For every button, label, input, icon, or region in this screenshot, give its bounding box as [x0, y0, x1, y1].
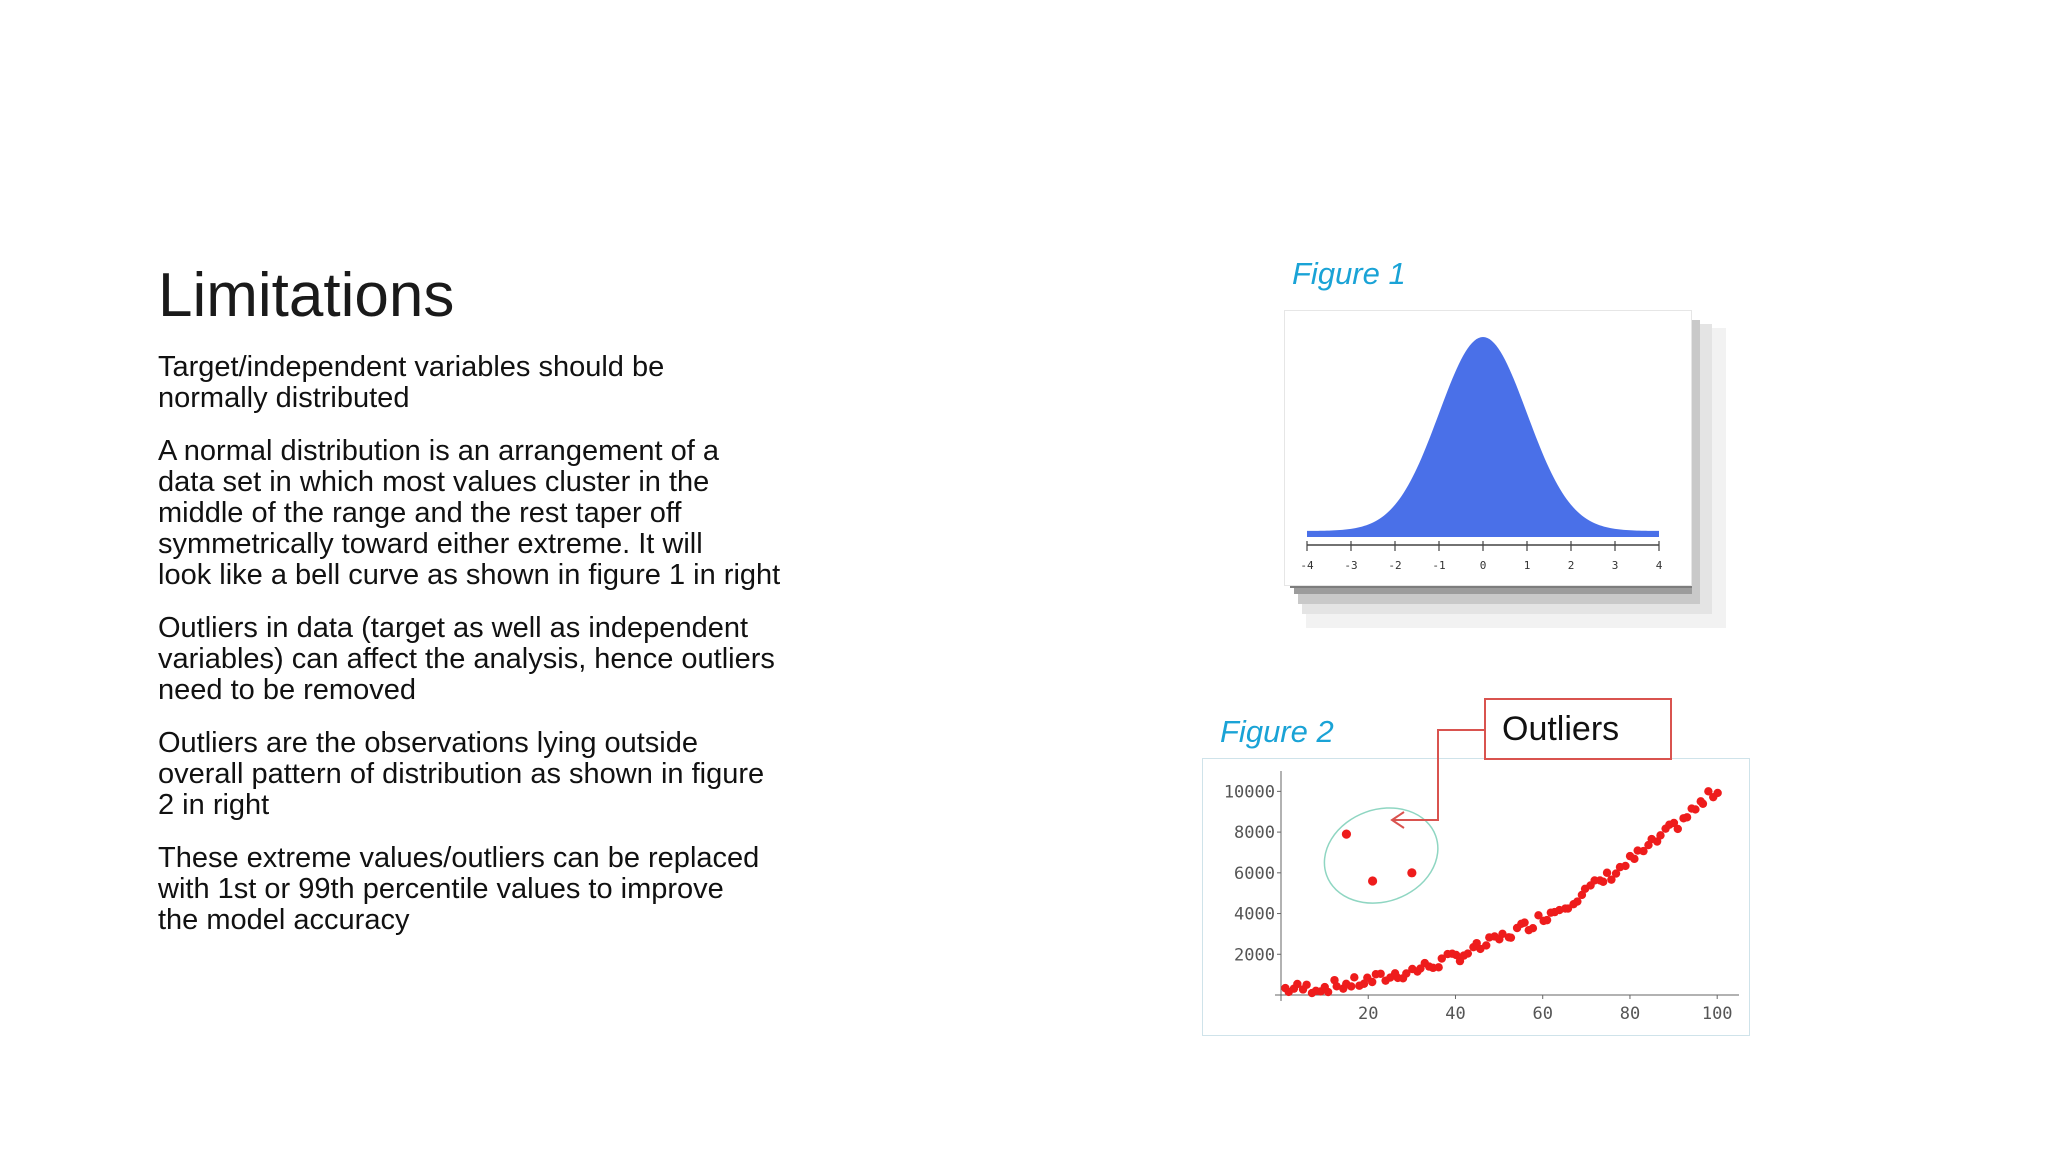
bullet-1: Target/independent variables should be normally distributed: [158, 351, 665, 414]
slide-title: Limitations: [158, 261, 455, 330]
x-tick-label: -2: [1388, 559, 1402, 572]
scatter-point: [1713, 789, 1721, 797]
x-tick-label: -3: [1344, 559, 1358, 572]
bell-curve-chart: [1285, 311, 1691, 585]
bullet-list: [158, 352, 808, 958]
scatter-point: [1464, 949, 1472, 957]
outlier-point: [1368, 876, 1377, 885]
scatter-point: [1674, 825, 1682, 833]
scatter-point: [1482, 941, 1490, 949]
x-tick-label: 4: [1655, 559, 1663, 572]
scatter-chart: [1203, 759, 1749, 1035]
figure1-panel: [1284, 310, 1692, 586]
scatter-point: [1520, 918, 1528, 926]
x-tick-label: 40: [1445, 1004, 1466, 1024]
scatter-point: [1603, 869, 1611, 877]
scatter-point: [1543, 916, 1551, 924]
scatter-point: [1434, 963, 1442, 971]
scatter-point: [1347, 982, 1355, 990]
figure1: [1284, 302, 1744, 642]
scatter-point: [1529, 924, 1537, 932]
scatter-point: [1656, 831, 1664, 839]
x-tick-label: 100: [1701, 1004, 1733, 1024]
x-tick-label: 20: [1357, 1004, 1379, 1024]
y-tick-label: 8000: [1234, 823, 1275, 844]
bullet-2: A normal distribution is an arrangement of a data set in which most values cluster in the middle of the range and the rest taper off symmetrically toward either extreme. It will look like a bell curve as shown in figure 1 in right: [158, 435, 781, 591]
outlier-point: [1407, 868, 1416, 877]
figure2: [1202, 758, 1750, 1036]
bullet-3: Outliers in data (target as well as independent variables) can affect the analysis, hence outliers need to be removed: [158, 612, 775, 706]
y-tick-label: 6000: [1234, 863, 1275, 884]
x-tick-label: 3: [1611, 559, 1619, 572]
x-tick-label: 80: [1619, 1004, 1641, 1024]
scatter-point: [1368, 978, 1376, 986]
bullet-4: Outliers are the observations lying outside overall pattern of distribution as shown in figure 2 in right: [158, 727, 765, 821]
y-tick-label: 4000: [1234, 904, 1275, 925]
figure2-caption: Figure 2: [1220, 714, 1334, 749]
outliers-callout: Outliers: [1484, 698, 1672, 760]
x-tick-label: -4: [1300, 559, 1314, 572]
x-tick-label: 1: [1523, 559, 1531, 572]
x-tick-label: -1: [1432, 559, 1446, 572]
scatter-point: [1691, 805, 1699, 813]
scatter-point: [1350, 973, 1358, 981]
scatter-point: [1699, 800, 1707, 808]
scatter-point: [1599, 878, 1607, 886]
y-tick-label: 2000: [1234, 945, 1275, 966]
scatter-point: [1376, 970, 1384, 978]
scatter-point: [1302, 981, 1310, 989]
scatter-point: [1630, 855, 1638, 863]
scatter-point: [1507, 933, 1515, 941]
bell-curve-area: [1307, 337, 1659, 537]
figure1-caption: Figure 1: [1292, 256, 1406, 291]
outlier-ellipse: [1311, 792, 1451, 918]
x-tick-label: 0: [1479, 559, 1487, 572]
scatter-point: [1683, 813, 1691, 821]
scatter-point: [1621, 862, 1629, 870]
scatter-point: [1324, 988, 1332, 996]
y-tick-label: 10000: [1223, 782, 1275, 803]
bullet-5: These extreme values/outliers can be replaced with 1st or 99th percentile values to improve the model accuracy: [158, 842, 760, 936]
x-tick-label: 60: [1532, 1004, 1553, 1024]
outlier-point: [1342, 830, 1351, 839]
x-tick-label: 2: [1567, 559, 1575, 572]
